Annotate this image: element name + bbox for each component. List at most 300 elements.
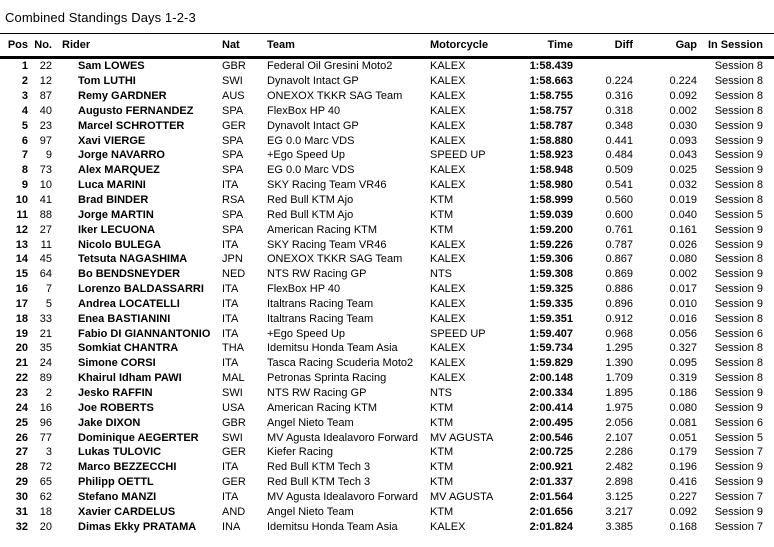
- cell-time: 1:58.880: [529, 134, 573, 147]
- col-header-number: No.: [34, 39, 52, 51]
- cell-time: 1:59.829: [529, 357, 573, 370]
- cell-position: 25: [15, 416, 28, 429]
- cell-team: MV Agusta Idealavoro Forward: [267, 490, 419, 503]
- cell-in-session: Session 9: [714, 119, 763, 132]
- cell-time: 1:58.757: [529, 104, 573, 117]
- table-row: [0, 326, 774, 341]
- cell-time: 2:00.725: [529, 446, 573, 459]
- cell-motorcycle: KTM: [430, 223, 454, 236]
- cell-nation: USA: [222, 401, 245, 414]
- cell-in-session: Session 9: [714, 149, 763, 162]
- cell-nation: SPA: [222, 149, 244, 162]
- cell-rider: Somkiat CHANTRA: [78, 342, 179, 355]
- col-header-pos: Pos: [7, 39, 28, 51]
- cell-nation: ITA: [222, 297, 239, 310]
- cell-number: 77: [39, 431, 52, 444]
- cell-team: EG 0.0 Marc VDS: [267, 134, 355, 147]
- cell-position: 13: [15, 238, 28, 251]
- cell-time: 2:01.564: [529, 490, 573, 503]
- cell-time: 1:59.306: [529, 253, 573, 266]
- table-row: [0, 489, 774, 504]
- col-header-gap: Gap: [675, 39, 697, 51]
- cell-position: 27: [15, 446, 28, 459]
- cell-nation: SPA: [222, 104, 244, 117]
- cell-motorcycle: KALEX: [430, 90, 466, 103]
- cell-number: 65: [39, 476, 52, 489]
- cell-motorcycle: NTS: [430, 386, 452, 399]
- cell-diff: 0.316: [605, 90, 633, 103]
- table-row: [0, 163, 774, 178]
- cell-time: 1:59.308: [529, 268, 573, 281]
- cell-number: 21: [39, 327, 52, 340]
- cell-position: 14: [15, 253, 28, 266]
- table-row: [0, 400, 774, 415]
- cell-rider: Dominique AEGERTER: [78, 431, 199, 444]
- cell-team: Italtrans Racing Team: [267, 297, 374, 310]
- cell-gap: 0.186: [669, 386, 697, 399]
- cell-rider: Xavier CARDELUS: [78, 505, 176, 518]
- cell-time: 1:59.734: [529, 342, 573, 355]
- cell-team: Red Bull KTM Tech 3: [267, 461, 371, 474]
- cell-number: 11: [40, 238, 52, 251]
- cell-team: Idemitsu Honda Team Asia: [267, 520, 398, 533]
- cell-position: 19: [15, 327, 28, 340]
- cell-nation: ITA: [222, 327, 239, 340]
- cell-gap: 0.016: [669, 312, 697, 325]
- cell-motorcycle: MV AGUSTA: [430, 431, 494, 444]
- cell-motorcycle: KTM: [430, 505, 454, 518]
- cell-time: 1:59.407: [529, 327, 573, 340]
- cell-in-session: Session 8: [714, 357, 763, 370]
- cell-team: Tasca Racing Scuderia Moto2: [267, 357, 414, 370]
- cell-position: 23: [15, 386, 28, 399]
- cell-time: 1:59.039: [529, 208, 573, 221]
- cell-gap: 0.196: [669, 461, 697, 474]
- cell-position: 32: [15, 520, 28, 533]
- cell-in-session: Session 9: [714, 386, 763, 399]
- table-row: [0, 118, 774, 133]
- cell-diff: 1.295: [605, 342, 633, 355]
- cell-motorcycle: NTS: [430, 268, 452, 281]
- cell-time: 1:58.755: [529, 90, 573, 103]
- cell-in-session: Session 9: [714, 283, 763, 296]
- cell-time: 2:00.334: [529, 386, 573, 399]
- cell-rider: Joe ROBERTS: [78, 401, 154, 414]
- cell-position: 2: [21, 75, 28, 88]
- cell-diff: 2.482: [605, 461, 633, 474]
- cell-position: 30: [15, 490, 28, 503]
- cell-diff: 2.107: [605, 431, 633, 444]
- cell-gap: 0.032: [669, 179, 697, 192]
- cell-position: 12: [15, 223, 28, 236]
- cell-nation: MAL: [222, 372, 245, 385]
- cell-nation: AND: [222, 505, 246, 518]
- cell-position: 3: [21, 90, 28, 103]
- cell-team: +Ego Speed Up: [267, 327, 345, 340]
- cell-in-session: Session 5: [714, 431, 763, 444]
- cell-in-session: Session 5: [714, 208, 763, 221]
- cell-time: 1:59.325: [529, 283, 573, 296]
- cell-nation: THA: [222, 342, 244, 355]
- cell-gap: 0.030: [669, 119, 697, 132]
- cell-nation: AUS: [222, 90, 245, 103]
- cell-rider: Jake DIXON: [78, 416, 141, 429]
- cell-in-session: Session 8: [714, 372, 763, 385]
- table-row: [0, 519, 774, 534]
- cell-number: 87: [39, 90, 52, 103]
- table-row: [0, 178, 774, 193]
- cell-team: MV Agusta Idealavoro Forward: [267, 431, 419, 444]
- cell-in-session: Session 9: [714, 505, 763, 518]
- cell-gap: 0.040: [669, 208, 697, 221]
- cell-diff: 3.217: [605, 505, 633, 518]
- cell-time: 1:58.980: [529, 179, 573, 192]
- cell-rider: Jorge NAVARRO: [78, 149, 165, 162]
- cell-team: Kiefer Racing: [267, 446, 334, 459]
- cell-time: 2:01.824: [529, 520, 573, 533]
- cell-gap: 0.416: [669, 476, 697, 489]
- table-row: [0, 89, 774, 104]
- cell-rider: Stefano MANZI: [78, 490, 157, 503]
- cell-gap: 0.168: [669, 520, 697, 533]
- cell-nation: SPA: [222, 134, 244, 147]
- cell-number: 35: [39, 342, 52, 355]
- cell-rider: Sam LOWES: [78, 60, 145, 73]
- cell-diff: 0.867: [605, 253, 633, 266]
- table-header-row: [0, 33, 774, 59]
- cell-position: 26: [15, 431, 28, 444]
- cell-gap: 0.179: [669, 446, 697, 459]
- cell-nation: SPA: [222, 223, 244, 236]
- col-header-motorcycle: Motorcycle: [430, 39, 489, 51]
- cell-gap: 0.026: [669, 238, 697, 251]
- col-header-nation: Nat: [222, 39, 240, 51]
- cell-motorcycle: KALEX: [430, 357, 466, 370]
- cell-rider: Xavi VIERGE: [78, 134, 146, 147]
- cell-team: NTS RW Racing GP: [267, 386, 367, 399]
- cell-time: 2:00.921: [529, 461, 573, 474]
- col-header-time: Time: [547, 39, 573, 51]
- cell-nation: ITA: [222, 357, 239, 370]
- cell-number: 23: [39, 119, 52, 132]
- cell-nation: ITA: [222, 179, 239, 192]
- cell-in-session: Session 6: [714, 416, 763, 429]
- cell-nation: SWI: [222, 431, 243, 444]
- col-header-team: Team: [267, 39, 295, 51]
- cell-rider: Nicolo BULEGA: [78, 238, 162, 251]
- cell-gap: 0.043: [669, 149, 697, 162]
- cell-team: Petronas Sprinta Racing: [267, 372, 387, 385]
- cell-number: 9: [45, 149, 52, 162]
- cell-in-session: Session 9: [714, 401, 763, 414]
- cell-rider: Tom LUTHI: [78, 75, 136, 88]
- cell-rider: Tetsuta NAGASHIMA: [78, 253, 188, 266]
- cell-diff: 2.898: [605, 476, 633, 489]
- cell-in-session: Session 9: [714, 268, 763, 281]
- table-row: [0, 104, 774, 119]
- cell-in-session: Session 8: [714, 90, 763, 103]
- cell-gap: 0.080: [669, 253, 697, 266]
- cell-gap: 0.019: [669, 194, 697, 207]
- cell-in-session: Session 9: [714, 476, 763, 489]
- cell-motorcycle: KTM: [430, 208, 454, 221]
- page-title: Combined Standings Days 1-2-3: [5, 10, 196, 25]
- cell-time: 1:58.948: [529, 164, 573, 177]
- cell-time: 1:58.663: [529, 75, 573, 88]
- cell-number: 45: [39, 253, 52, 266]
- cell-diff: 2.056: [605, 416, 633, 429]
- cell-nation: SWI: [222, 386, 243, 399]
- cell-gap: 0.095: [669, 357, 697, 370]
- cell-rider: Augusto FERNANDEZ: [78, 104, 194, 117]
- cell-position: 11: [16, 208, 28, 221]
- cell-number: 27: [39, 223, 52, 236]
- table-row: [0, 371, 774, 386]
- table-row: [0, 252, 774, 267]
- cell-in-session: Session 8: [714, 104, 763, 117]
- cell-number: 16: [39, 401, 52, 414]
- cell-diff: 3.385: [605, 520, 633, 533]
- cell-number: 73: [39, 164, 52, 177]
- cell-gap: 0.093: [669, 134, 697, 147]
- cell-diff: 0.869: [605, 268, 633, 281]
- cell-motorcycle: KTM: [430, 461, 454, 474]
- cell-team: Red Bull KTM Ajo: [267, 208, 354, 221]
- cell-gap: 0.025: [669, 164, 697, 177]
- cell-team: American Racing KTM: [267, 401, 378, 414]
- table-row: [0, 386, 774, 401]
- table-body: [0, 59, 774, 534]
- cell-diff: 1.390: [605, 357, 633, 370]
- cell-nation: ITA: [222, 283, 239, 296]
- cell-nation: SPA: [222, 164, 244, 177]
- cell-position: 17: [15, 297, 28, 310]
- cell-in-session: Session 9: [714, 297, 763, 310]
- cell-position: 6: [21, 134, 28, 147]
- cell-motorcycle: KALEX: [430, 238, 466, 251]
- cell-number: 33: [39, 312, 52, 325]
- cell-diff: 0.348: [605, 119, 633, 132]
- cell-in-session: Session 8: [714, 194, 763, 207]
- cell-nation: SPA: [222, 208, 244, 221]
- table-row: [0, 297, 774, 312]
- cell-number: 3: [45, 446, 52, 459]
- cell-in-session: Session 9: [714, 223, 763, 236]
- cell-rider: Bo BENDSNEYDER: [78, 268, 181, 281]
- cell-time: 1:59.335: [529, 297, 573, 310]
- cell-diff: 0.968: [605, 327, 633, 340]
- cell-time: 1:58.787: [529, 119, 573, 132]
- cell-position: 9: [21, 179, 28, 192]
- cell-gap: 0.224: [669, 75, 697, 88]
- cell-number: 24: [39, 357, 52, 370]
- cell-motorcycle: KTM: [430, 416, 454, 429]
- cell-gap: 0.051: [669, 431, 697, 444]
- cell-in-session: Session 9: [714, 164, 763, 177]
- cell-position: 4: [21, 104, 28, 117]
- table-row: [0, 415, 774, 430]
- cell-gap: 0.327: [669, 342, 697, 355]
- cell-motorcycle: KTM: [430, 446, 454, 459]
- cell-diff: 0.318: [605, 104, 633, 117]
- cell-motorcycle: KALEX: [430, 372, 466, 385]
- cell-nation: GER: [222, 476, 246, 489]
- cell-team: Angel Nieto Team: [267, 416, 354, 429]
- cell-position: 28: [15, 461, 28, 474]
- cell-diff: 0.896: [605, 297, 633, 310]
- cell-motorcycle: KALEX: [430, 134, 466, 147]
- cell-motorcycle: KTM: [430, 476, 454, 489]
- cell-number: 22: [39, 60, 52, 73]
- cell-gap: 0.227: [669, 490, 697, 503]
- cell-gap: 0.056: [669, 327, 697, 340]
- cell-time: 1:58.439: [529, 60, 573, 73]
- cell-team: EG 0.0 Marc VDS: [267, 164, 355, 177]
- cell-number: 10: [39, 179, 52, 192]
- cell-team: American Racing KTM: [267, 223, 378, 236]
- cell-diff: 0.600: [605, 208, 633, 221]
- cell-motorcycle: KALEX: [430, 283, 466, 296]
- cell-number: 20: [39, 520, 52, 533]
- cell-gap: 0.092: [669, 90, 697, 103]
- cell-gap: 0.081: [669, 416, 697, 429]
- cell-nation: ITA: [222, 461, 239, 474]
- cell-team: NTS RW Racing GP: [267, 268, 367, 281]
- table-row: [0, 430, 774, 445]
- cell-rider: Philipp OETTL: [78, 476, 154, 489]
- cell-number: 96: [39, 416, 52, 429]
- cell-in-session: Session 8: [714, 179, 763, 192]
- cell-in-session: Session 8: [714, 342, 763, 355]
- table-row: [0, 237, 774, 252]
- table-row: [0, 282, 774, 297]
- cell-position: 15: [15, 268, 28, 281]
- cell-nation: NED: [222, 268, 246, 281]
- cell-rider: Jorge MARTIN: [78, 208, 154, 221]
- cell-number: 40: [39, 104, 52, 117]
- cell-in-session: Session 9: [714, 238, 763, 251]
- cell-team: Red Bull KTM Tech 3: [267, 476, 371, 489]
- cell-in-session: Session 8: [714, 253, 763, 266]
- cell-number: 62: [39, 490, 52, 503]
- cell-position: 22: [15, 372, 28, 385]
- cell-gap: 0.319: [669, 372, 697, 385]
- table-row: [0, 267, 774, 282]
- table-row: [0, 504, 774, 519]
- cell-time: 1:59.200: [529, 223, 573, 236]
- cell-time: 2:00.495: [529, 416, 573, 429]
- cell-rider: Lorenzo BALDASSARRI: [78, 283, 204, 296]
- table-row: [0, 475, 774, 490]
- cell-motorcycle: KALEX: [430, 312, 466, 325]
- cell-rider: Luca MARINI: [78, 179, 146, 192]
- cell-nation: INA: [222, 520, 241, 533]
- cell-motorcycle: SPEED UP: [430, 327, 486, 340]
- cell-team: Dynavolt Intact GP: [267, 119, 359, 132]
- cell-rider: Brad BINDER: [78, 194, 149, 207]
- cell-motorcycle: KTM: [430, 194, 454, 207]
- cell-position: 8: [21, 164, 28, 177]
- cell-team: +Ego Speed Up: [267, 149, 345, 162]
- cell-nation: ITA: [222, 312, 239, 325]
- cell-number: 64: [39, 268, 52, 281]
- cell-motorcycle: KALEX: [430, 253, 466, 266]
- cell-nation: GER: [222, 446, 246, 459]
- cell-position: 29: [15, 476, 28, 489]
- cell-in-session: Session 7: [714, 446, 763, 459]
- cell-number: 97: [39, 134, 52, 147]
- cell-rider: Remy GARDNER: [78, 90, 167, 103]
- cell-diff: 1.895: [605, 386, 633, 399]
- cell-time: 2:00.546: [529, 431, 573, 444]
- cell-rider: Andrea LOCATELLI: [78, 297, 180, 310]
- cell-in-session: Session 6: [714, 327, 763, 340]
- cell-rider: Enea BASTIANINI: [78, 312, 171, 325]
- table-row: [0, 133, 774, 148]
- cell-position: 5: [21, 119, 28, 132]
- cell-rider: Alex MARQUEZ: [78, 164, 160, 177]
- cell-time: 1:59.226: [529, 238, 573, 251]
- cell-rider: Marco BEZZECCHI: [78, 461, 177, 474]
- cell-time: 1:58.923: [529, 149, 573, 162]
- cell-position: 7: [21, 149, 28, 162]
- cell-motorcycle: KALEX: [430, 520, 466, 533]
- col-header-rider: Rider: [62, 39, 91, 51]
- table-row: [0, 148, 774, 163]
- cell-number: 7: [45, 283, 52, 296]
- cell-gap: 0.002: [669, 104, 697, 117]
- cell-nation: RSA: [222, 194, 245, 207]
- cell-team: ONEXOX TKKR SAG Team: [267, 90, 403, 103]
- cell-in-session: Session 8: [714, 60, 763, 73]
- cell-diff: 0.441: [605, 134, 633, 147]
- cell-motorcycle: KALEX: [430, 119, 466, 132]
- cell-position: 20: [15, 342, 28, 355]
- cell-gap: 0.002: [669, 268, 697, 281]
- table-row: [0, 193, 774, 208]
- cell-team: Angel Nieto Team: [267, 505, 354, 518]
- cell-number: 88: [39, 208, 52, 221]
- cell-number: 2: [45, 386, 52, 399]
- cell-rider: Marcel SCHROTTER: [78, 119, 185, 132]
- cell-motorcycle: KALEX: [430, 179, 466, 192]
- cell-in-session: Session 7: [714, 490, 763, 503]
- cell-nation: GBR: [222, 416, 246, 429]
- cell-time: 2:01.656: [529, 505, 573, 518]
- cell-motorcycle: KALEX: [430, 75, 466, 88]
- cell-diff: 0.761: [605, 223, 633, 236]
- cell-motorcycle: KALEX: [430, 60, 466, 73]
- table-row: [0, 311, 774, 326]
- cell-team: Federal Oil Gresini Moto2: [267, 60, 393, 73]
- cell-motorcycle: MV AGUSTA: [430, 490, 494, 503]
- cell-rider: Fabio DI GIANNANTONIO: [78, 327, 211, 340]
- table-row: [0, 74, 774, 89]
- cell-position: 10: [15, 194, 28, 207]
- cell-position: 18: [15, 312, 28, 325]
- cell-time: 2:00.414: [529, 401, 573, 414]
- cell-gap: 0.017: [669, 283, 697, 296]
- table-row: [0, 356, 774, 371]
- cell-number: 5: [45, 297, 52, 310]
- cell-diff: 0.886: [605, 283, 633, 296]
- cell-team: Italtrans Racing Team: [267, 312, 374, 325]
- cell-team: FlexBox HP 40: [267, 104, 341, 117]
- table-row: [0, 207, 774, 222]
- cell-rider: Lukas TULOVIC: [78, 446, 162, 459]
- cell-number: 72: [39, 461, 52, 474]
- cell-diff: 0.224: [605, 75, 633, 88]
